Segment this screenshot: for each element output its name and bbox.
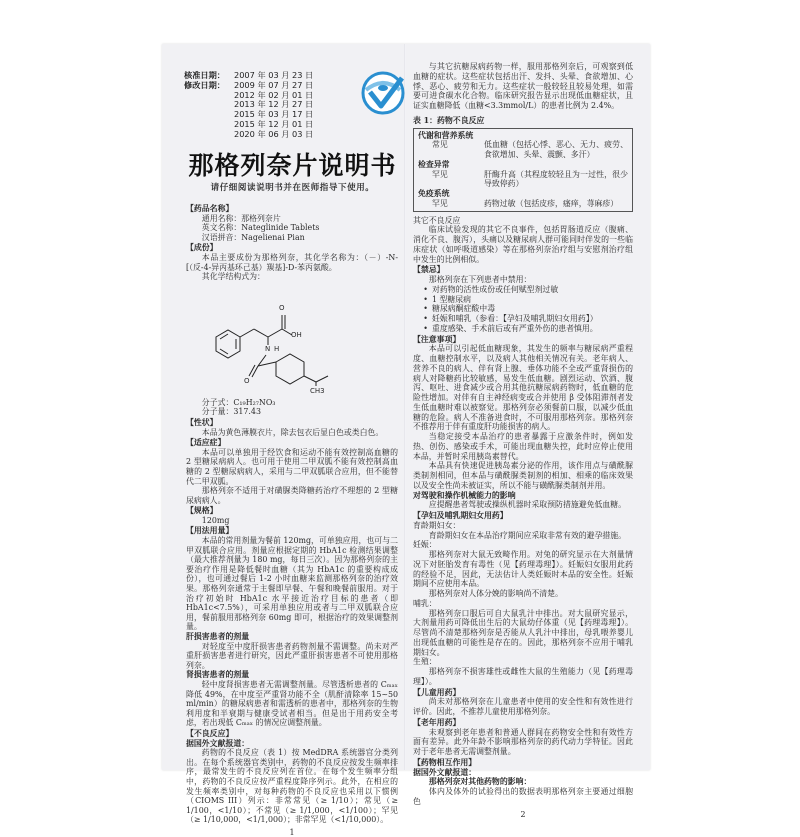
section-heading: 【适应症】 xyxy=(186,438,226,448)
paragraph: 应提醒患者驾驶或操纵机器时采取预防措施避免低血糖。 xyxy=(428,500,627,510)
label-line: 妊娠： xyxy=(413,540,437,550)
date-value: 2009 年 07 月 27 日 xyxy=(234,79,314,90)
label-line: 育龄期妇女： xyxy=(413,520,461,530)
paragraph: 那格列奈口服后可自大鼠乳汁中排出。对大鼠研究显示，大剂量用药可降低出生后的大鼠幼仔体重（见【药理毒理】）。尽管尚不清楚那格列奈是否能从人乳汁中排出，母乳喂养婴儿出现低血糖的可能性是存在的。因此，那格列奈不应用于哺乳期妇女。 xyxy=(413,608,633,657)
carbonyl-oxygen-label: O xyxy=(244,376,250,385)
paragraph: 当稳定接受本品治疗的患者暴露于应激条件时，例如发热、创伤、感染或手术，可能出现血糖失控，此时应停止使用本品，并暂时采用胰岛素替代。 xyxy=(413,432,633,461)
oxygen-label: O xyxy=(279,303,285,312)
indented-line: 分子量：317.43 xyxy=(201,407,261,417)
paragraph: 那格列奈对人体分娩的影响尚不清楚。 xyxy=(428,589,563,598)
paper-fold-line xyxy=(404,44,406,770)
paragraph: 本品为黄色薄膜衣片，除去包衣后显白色或类白色。 xyxy=(201,427,384,437)
date-label: 核准日期： xyxy=(184,70,225,80)
bullet-item: • 糖尿病酮症酸中毒 xyxy=(413,304,633,314)
paragraph: 那格列奈对大鼠无致畸作用。对兔的研究显示在大剂量情况下对胚胎发育有毒性（见【药理毒理】）。妊娠妇女服用此药的经验不足，因此，无法估计人类妊娠时本品的安全性。妊娠期间不应使用本品。 xyxy=(413,550,633,589)
bullet-item: • 妊娠和哺乳（参看：【孕妇及哺乳期妇女用药】） xyxy=(413,314,633,324)
date-label xyxy=(184,120,234,130)
section-heading: 【药物相互作用】 xyxy=(413,757,477,767)
certification-logo-icon xyxy=(360,70,406,116)
nh-label: H xyxy=(274,344,280,353)
paragraph: 尚未对那格列奈在儿童患者中使用的安全性和有效性进行评价。因此，不推荐儿童使用那格列奈。 xyxy=(413,697,633,716)
left-column xyxy=(186,203,398,837)
section-heading: 【性状】 xyxy=(186,417,218,427)
subsection-heading: 据国外文献报道： xyxy=(186,738,250,748)
label-line: 其它不良反应 xyxy=(413,215,461,225)
page-number: 1 xyxy=(289,827,295,837)
table-category: 免疫系统 xyxy=(418,189,450,198)
adverse-reaction-table xyxy=(413,128,633,212)
bullet-item: • 对药物的活性成份或任何赋型剂过敏 xyxy=(413,285,633,295)
hydroxyl-label: OH xyxy=(291,330,302,339)
paragraph: 本品具有快速促进胰岛素分泌的作用，该作用点与磺酰脲类制剂相同，但本品与磺酰脲类制剂的相加、相乘的临床效果以及安全性尚未被证实，所以不能与磺酰脲类制剂并用。 xyxy=(413,461,633,490)
section-heading: 【不良反应】 xyxy=(186,728,234,738)
date-label xyxy=(184,130,234,140)
date-value: 2012 年 02 月 01 日 xyxy=(234,89,314,100)
table-caption: 表 1：药物不良反应 xyxy=(413,115,485,125)
subsection-heading: 据国外文献报道： xyxy=(413,767,477,777)
document-title: 那格列奈片说明书 xyxy=(188,151,397,180)
subsection-heading: 对驾驶和操作机械能力的影响 xyxy=(413,490,516,500)
paragraph: 轻中度肾损害患者无需调整剂量。尽管透析患者的 Cₘₐₓ 降低 49%，在中度至严重肾功能不全（肌酐清除率 15~50 ml/min）的糖尿病患者和需透析的患者中，那格列奈的生物利用度和半衰期与健康受试者相当。但是出于用药安全考虑，若出现低 Cₘₐₓ 的情况应调整剂量。 xyxy=(186,679,398,728)
paragraph: 药物的不良反应（表 1）按 MedDRA 系统器官分类列出。在每个系统器官类别中，药物的不良反应按发生频率排序，最常发生的不良反应列在首位。在每个发生频率分组中，药物的不良反应按严重程度降序列示。此外，在相应的发生频率类别中，对每种药物的不良反应也采用以下惯例（CIOMS III）列示：非常常见（≥ 1/10）；常见（≥ 1/100，<1/10）；不常见（≥ 1/1,000，<1/100）；罕见（≥ 1/10,000，<1/1,000）；非常罕见（<1/10,000）。 xyxy=(186,748,398,825)
document-subtitle: 请仔细阅读说明书并在医师指导下使用。 xyxy=(210,183,375,193)
frequency-cell: 罕见 xyxy=(432,169,448,179)
indented-line: 通用名称：那格列奈片 xyxy=(201,213,281,223)
section-heading: 【老年用药】 xyxy=(413,717,461,727)
table-category: 检查异常 xyxy=(418,159,450,169)
indented-line: 120mg xyxy=(201,515,230,525)
indented-line: 汉语拼音：Nagelienai Pian xyxy=(201,232,305,242)
date-value: 2020 年 06 月 03 日 xyxy=(234,128,314,139)
table-row xyxy=(418,140,628,160)
paragraph: 本品主要成份为那格列奈，其化学名称为：（－）-N-[（反-4-异丙基环己基）羰基]-D-苯丙氨酸。 xyxy=(186,252,398,272)
page-number: 2 xyxy=(520,809,526,819)
paragraph: 本品可以引起低血糖现象，其发生的频率与糖尿病严重程度、血糖控制水平，以及病人其他相关情况有关。老年病人、营养不良的病人、伴有肾上腺、垂体功能不全或严重肾损伤的病人对降糖药比较敏感，易发生低血糖。剧烈运动、饮酒、腹泻、呕吐、进食减少或合用其他抗糖尿病药物时，低血糖的危险性增加。对伴有自主神经病变或合并使用 β 受体阻滞剂者发生低血糖时难以被察觉。那格列奈必须餐前口服，以减少低血糖的危险。病人不准备进食时，不可服用那格列奈。那格列奈不推荐用于伴有重度肝功能损害的病人。 xyxy=(413,344,633,432)
paragraph: 临床试验发现的其它不良事件，包括胃肠道反应（腹痛、消化不良、腹泻），头痛以及糖尿病人群可能同时伴发的一些临床症状（如呼吸道感染）等在那格列奈治疗组与安慰剂治疗组中发生的比例相似。 xyxy=(413,225,633,264)
paragraph: 那格列奈不损害雄性或雌性大鼠的生殖能力（见【药理毒理】）。 xyxy=(413,667,633,686)
frequency-cell: 常见 xyxy=(432,140,448,150)
paragraph: 本品的常用剂量为餐前 120mg，可单独应用，也可与二甲双胍联合应用。剂量应根据定期的 HbA1c 检测结果调整（最大推荐剂量为 180 mg，每日三次）。因为那格列奈的主要治疗作用是降低餐时血糖（其为 HbA1c 的重要构成成份），也可通过餐后 1-2 小时血糖来监测那格列奈的治疗效果。那格列奈通常于主餐即早餐、午餐和晚餐前服用。对于治疗初始时 HbA1c 水平接近治疗目标的患者（即 HbA1c<7.5%），可采用单独应用或者与二甲双胍联合应用，餐前服用那格列奈 60mg 即可，根据治疗的效果调整剂量。 xyxy=(186,536,398,632)
section-heading: 【规格】 xyxy=(186,506,218,516)
reaction-cell: 肝酶升高（其程度较轻且为一过性，很少导致停药） xyxy=(484,169,628,189)
paragraph: 体内及体外的试验得出的数据表明那格列奈主要通过细胞色 xyxy=(413,787,633,806)
right-column xyxy=(413,62,633,819)
paragraph: 那格列奈不适用于对磺脲类降糖药治疗不理想的 2 型糖尿病病人。 xyxy=(186,486,398,505)
date-value: 2015 年 12 月 01 日 xyxy=(234,118,314,129)
date-label: 修改日期： xyxy=(184,79,225,90)
chemical-structure-diagram xyxy=(186,282,398,398)
date-label xyxy=(184,110,234,120)
label-line: 生殖： xyxy=(413,657,437,667)
indented-line: 英文名称：Nateglinide Tablets xyxy=(201,223,320,233)
subsection-heading: 肾损害患者的剂量 xyxy=(186,670,250,680)
paragraph: 对轻度至中度肝损害患者药物剂量不需调整。尚未对严重肝损害患者进行研究，因此严重肝损害患者不可使用那格列奈。 xyxy=(186,641,398,670)
frequency-cell: 罕见 xyxy=(432,198,448,208)
date-value: 2007 年 03 月 23 日 xyxy=(234,70,314,80)
table-category: 代谢和营养系统 xyxy=(418,130,474,140)
paragraph: 其化学结构式为： xyxy=(201,272,265,282)
date-label xyxy=(184,91,234,101)
section-heading: 【用法用量】 xyxy=(186,526,234,536)
section-heading: 【注意事项】 xyxy=(413,334,461,344)
indented-line: 那格列奈在下列患者中禁用： xyxy=(428,275,532,284)
paragraph: 本品可以单独用于经饮食和运动不能有效控制高血糖的 2 型糖尿病病人。也可用于使用二甲双胍不能有效控制高血糖的 2 型糖尿病病人，采用与二甲双胍联合应用，但不能替代二甲双胍。 xyxy=(186,447,398,486)
hypoglycemia-paragraph: 与其它抗糖尿病药物一样，服用那格列奈后，可观察到低血糖的症状。这些症状包括出汗、发抖、头晕、食欲增加、心悸、恶心、疲劳和无力。这些症状一般较轻且较易处理，如需要可进食碳水化合物。临床研究报告显示出现低血糖症状，且证实血糖降低（血糖<3.3mmol/L）的患者比例为 2.4%。 xyxy=(413,62,633,110)
section-heading: 【孕妇及哺乳期妇女用药】 xyxy=(413,511,508,520)
table-row xyxy=(418,199,628,209)
section-heading: 【药品名称】 xyxy=(186,204,234,213)
date-value: 2015 年 03 月 17 日 xyxy=(234,109,314,120)
subsection-heading: 肝损害患者的剂量 xyxy=(186,632,250,641)
paragraph: 育龄期妇女在本品治疗期间应采取非常有效的避孕措施。 xyxy=(428,530,627,540)
subsection-heading: 那格列奈对其他药物的影响： xyxy=(428,777,532,787)
label-line: 哺乳： xyxy=(413,598,437,608)
paragraph: 未观察到老年患者和普通人群间在药物安全性和有效性方面有差异。此外年龄不影响那格列奈的药代动力学特征。因此对于老年患者无需调整剂量。 xyxy=(413,727,633,756)
indented-line: 分子式：C₁₉H₂₇NO₃ xyxy=(201,397,276,407)
date-value: 2013 年 12 月 27 日 xyxy=(234,99,314,110)
reaction-cell: 药物过敏（包括皮疹，瘙痒，荨麻疹） xyxy=(484,198,619,208)
nitrogen-label: N xyxy=(265,344,271,353)
date-row xyxy=(184,130,313,140)
bullet-item: • 1 型糖尿病 xyxy=(413,295,633,305)
section-heading: 【禁忌】 xyxy=(413,265,445,275)
bullet-item: • 重度感染、手术前后或有严重外伤的患者慎用。 xyxy=(413,324,633,334)
table-row xyxy=(418,170,628,190)
section-heading: 【儿童用药】 xyxy=(413,687,461,697)
section-heading: 【成份】 xyxy=(186,243,218,253)
date-label xyxy=(184,100,234,110)
methyl-label: CH3 xyxy=(310,386,325,395)
reaction-cell: 低血糖（包括心悸、恶心、无力、疲劳、食欲增加、头晕、震颤、多汗） xyxy=(484,140,628,159)
approval-revision-dates xyxy=(184,71,313,140)
